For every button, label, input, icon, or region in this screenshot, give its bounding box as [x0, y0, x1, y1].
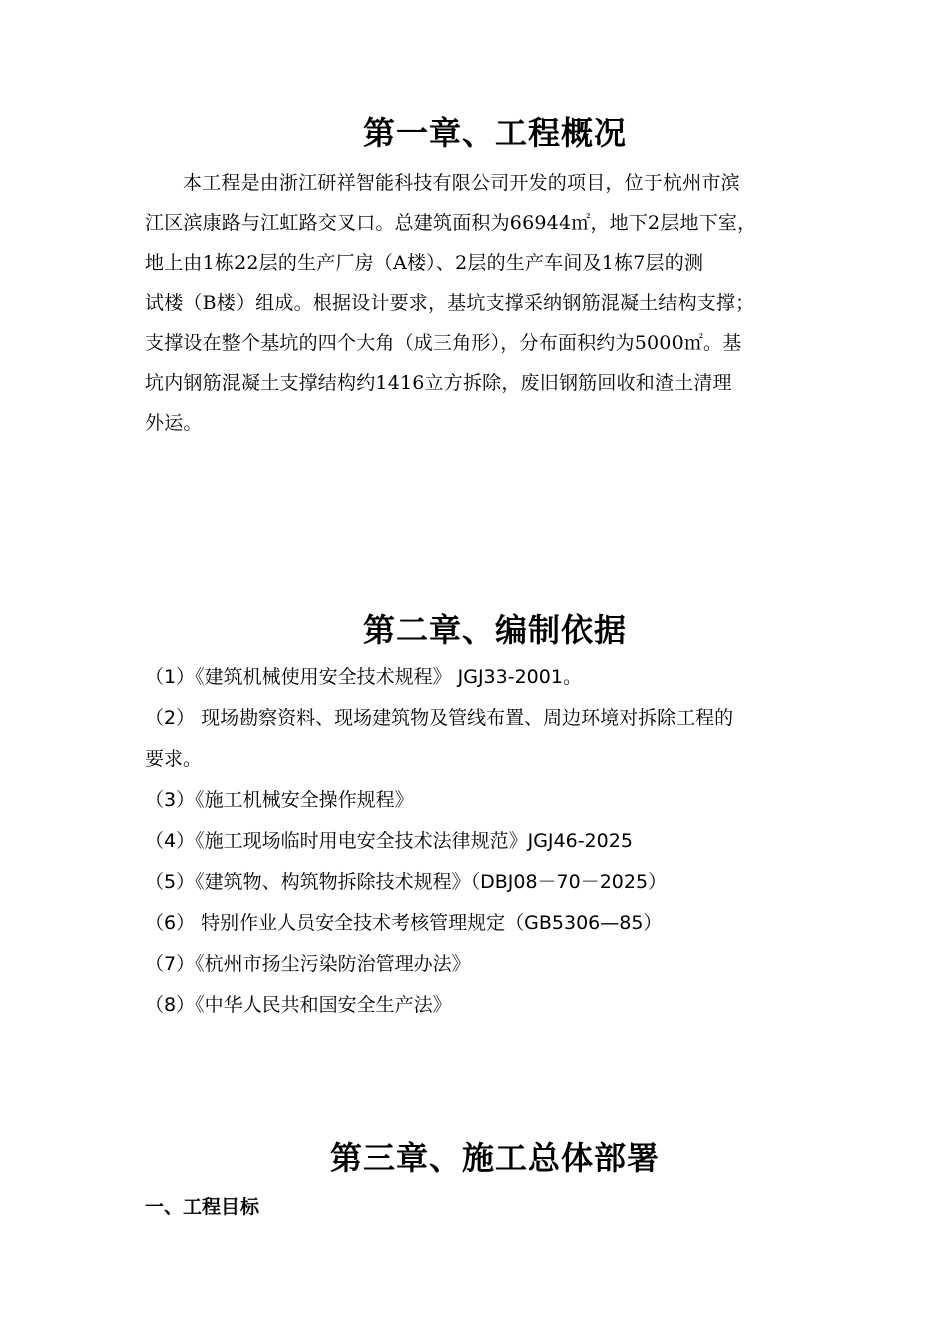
- chapter-3-title: 第三章、施工总体部署: [329, 1139, 660, 1177]
- chapter-1-title: 第一章、工程概况: [362, 114, 627, 152]
- reference-item-continued: 要求。: [145, 748, 203, 770]
- body-line: 江区滨康路与江虹路交叉口。总建筑面积为66944㎡，地下2层地下室，: [145, 212, 757, 234]
- reference-item: （7）《杭州市扬尘污染防治管理办法》: [145, 953, 471, 975]
- body-line: 试楼（B楼）组成。根据设计要求，基坑支撑采纳钢筋混凝土结构支撑；: [145, 292, 755, 314]
- body-line: 本工程是由浙江研祥智能科技有限公司开发的项目，位于杭州市滨: [183, 172, 740, 194]
- reference-item: （5）《建筑物、构筑物拆除技术规程》（DBJ08－70－2025）: [145, 871, 668, 893]
- section-heading: 一、工程目标: [145, 1196, 260, 1218]
- reference-item: （2） 现场勘察资料、现场建筑物及管线布置、周边环境对拆除工程的: [145, 707, 734, 729]
- body-line: 支撑设在整个基坑的四个大角（成三角形），分布面积约为5000㎡。基: [145, 332, 742, 354]
- body-line: 外运。: [145, 412, 203, 434]
- chapter-1-body: [145, 163, 845, 443]
- reference-item: （1）《建筑机械使用安全技术规程》 JGJ33-2001。: [145, 666, 582, 688]
- reference-list: [145, 657, 845, 1026]
- reference-item: （6） 特别作业人员安全技术考核管理规定（GB5306—85）: [145, 912, 663, 934]
- body-line: 地上由1栋22层的生产厂房（A楼）、2层的生产车间及1栋7层的测: [145, 252, 704, 274]
- body-line: 坑内钢筋混凝土支撑结构约1416立方拆除，废旧钢筋回收和渣土清理: [145, 372, 732, 394]
- reference-item: （3）《施工机械安全操作规程》: [145, 789, 414, 811]
- reference-item: （4）《施工现场临时用电安全技术法律规范》JGJ46-2025: [145, 830, 633, 852]
- chapter-2-title: 第二章、编制依据: [362, 611, 627, 649]
- reference-item: （8）《中华人民共和国安全生产法》: [145, 994, 452, 1016]
